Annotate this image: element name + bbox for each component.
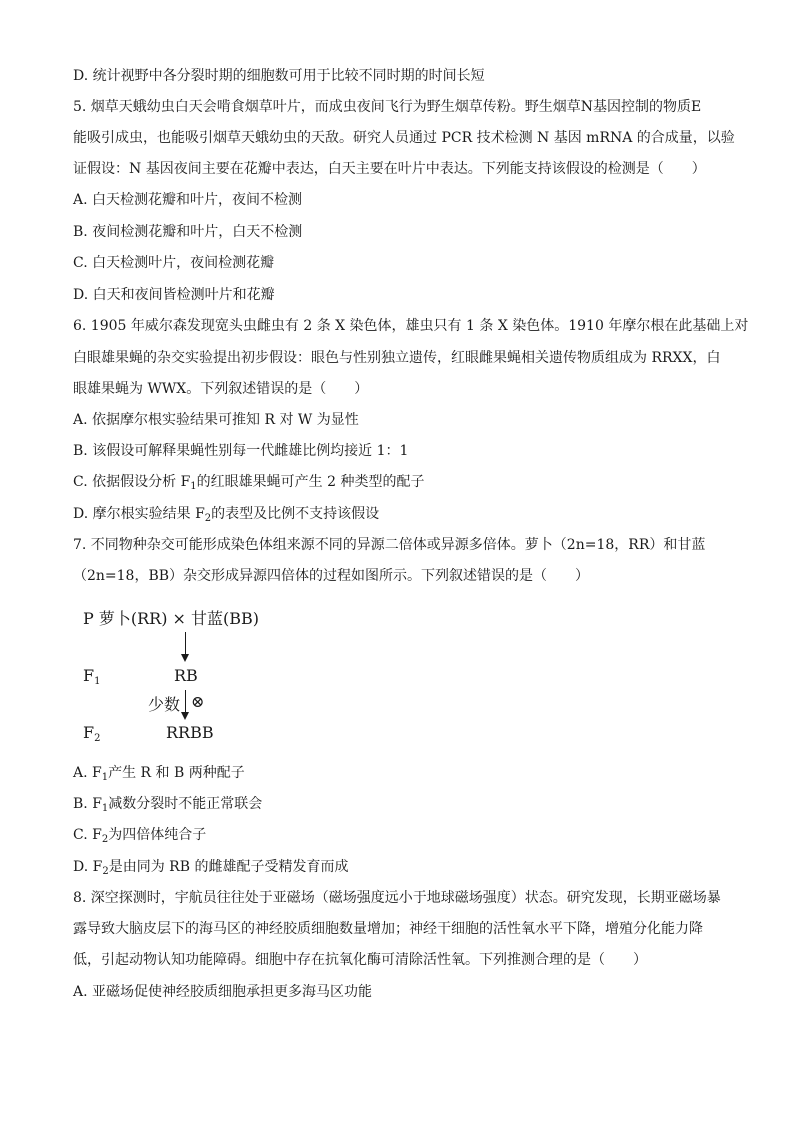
line-q7-d: D. $F_2$是由同为 RB 的雌雄配子受精发育而成	[73, 859, 349, 877]
diagram-annotation: 少数	[148, 695, 181, 714]
line-q7-b: B. $F_1$减数分裂时不能正常联会	[73, 796, 263, 814]
arrow-f1-to-f2-head	[181, 712, 189, 720]
line-q6-c: C. 依据假设分析 $F_1$的红眼雄果蝇可产生 2 种类型的配子	[73, 474, 425, 492]
diagram-f2-label: $F_2$	[83, 723, 101, 744]
selfing-symbol: ⊗	[191, 692, 205, 711]
line-q6-stem-2: 白眼雄果蝇的杂交实验提出初步假设：眼色与性别独立遗传，红眼雌果蝇相关遗传物质组成为 RRXX，白	[73, 350, 721, 366]
line-q6-stem-1: 6. 1905 年威尔森发现宽头虫雌虫有 2 条 X 染色体，雄虫只有 1 条 X 染色体。1910 年摩尔根在此基础上对	[73, 318, 749, 334]
line-q5-a: A. 白天检测花瓣和叶片，夜间不检测	[73, 192, 303, 208]
line-q8-stem-2: 露导致大脑皮层下的海马区的神经胶质细胞数量增加；神经干细胞的活性氧水平下降，增殖分化能力降	[73, 921, 703, 937]
line-q7-a: A. $F_1$产生 R 和 B 两种配子	[73, 765, 245, 783]
diagram-f1-label: $F_1$	[83, 666, 101, 687]
line-q8-stem-1: 8. 深空探测时，宇航员往往处于亚磁场（磁场强度远小于地球磁场强度）状态。研究发现，长期亚磁场暴	[73, 890, 721, 906]
line-q5-b: B. 夜间检测花瓣和叶片，白天不检测	[73, 224, 303, 240]
line-q5-c: C. 白天检测叶片，夜间检测花瓣	[73, 255, 275, 271]
line-q6-stem-3: 眼雄果蝇为 WWX。下列叙述错误的是（ ）	[73, 381, 369, 397]
line-q8-stem-3: 低，引起动物认知功能障碍。细胞中存在抗氧化酶可清除活性氧。下列推测合理的是（ ）	[73, 952, 647, 968]
line-q6-a: A. 依据摩尔根实验结果可推知 R 对 W 为显性	[73, 412, 359, 428]
arrow-p-to-f1-head	[181, 654, 189, 662]
hybridization-diagram	[78, 598, 338, 748]
line-q4-d: D. 统计视野中各分裂时期的细胞数可用于比较不同时期的时间长短	[73, 68, 485, 84]
line-q6-d: D. 摩尔根实验结果 $F_2$的表型及比例不支持该假设	[73, 506, 380, 524]
line-q7-stem-2: （2n=18，BB）杂交形成异源四倍体的过程如图所示。下列叙述错误的是（ ）	[73, 568, 590, 584]
arrow-p-to-f1	[185, 632, 186, 656]
diagram-parent-line: P 萝卜(RR) × 甘蓝(BB)	[83, 609, 260, 628]
line-q5-stem-1: 5. 烟草天蛾幼虫白天会啃食烟草叶片，而成虫夜间飞行为野生烟草传粉。野生烟草N基因控制的物质E	[73, 99, 702, 115]
diagram-f2-genotype: RRBB	[166, 723, 214, 742]
line-q7-c: C. $F_2$为四倍体纯合子	[73, 827, 207, 845]
line-q8-a: A. 亚磁场促使神经胶质细胞承担更多海马区功能	[73, 984, 373, 1000]
diagram-f1-genotype: RB	[174, 666, 198, 685]
arrow-f1-to-f2	[185, 690, 186, 714]
line-q7-stem-1: 7. 不同物种杂交可能形成染色体组来源不同的异源二倍体或异源多倍体。萝卜（2n=18，RR）和甘蓝	[73, 537, 706, 553]
line-q5-stem-2: 能吸引成虫，也能吸引烟草天蛾幼虫的天敌。研究人员通过 PCR 技术检测 N 基因 mRNA 的合成量，以验	[73, 130, 735, 146]
line-q5-stem-3: 证假设：N 基因夜间主要在花瓣中表达，白天主要在叶片中表达。下列能支持该假设的检测是（ ）	[73, 161, 706, 177]
line-q5-d: D. 白天和夜间皆检测叶片和花瓣	[73, 287, 275, 303]
line-q6-b: B. 该假设可解释果蝇性别每一代雌雄比例均接近 1：1	[73, 443, 409, 459]
